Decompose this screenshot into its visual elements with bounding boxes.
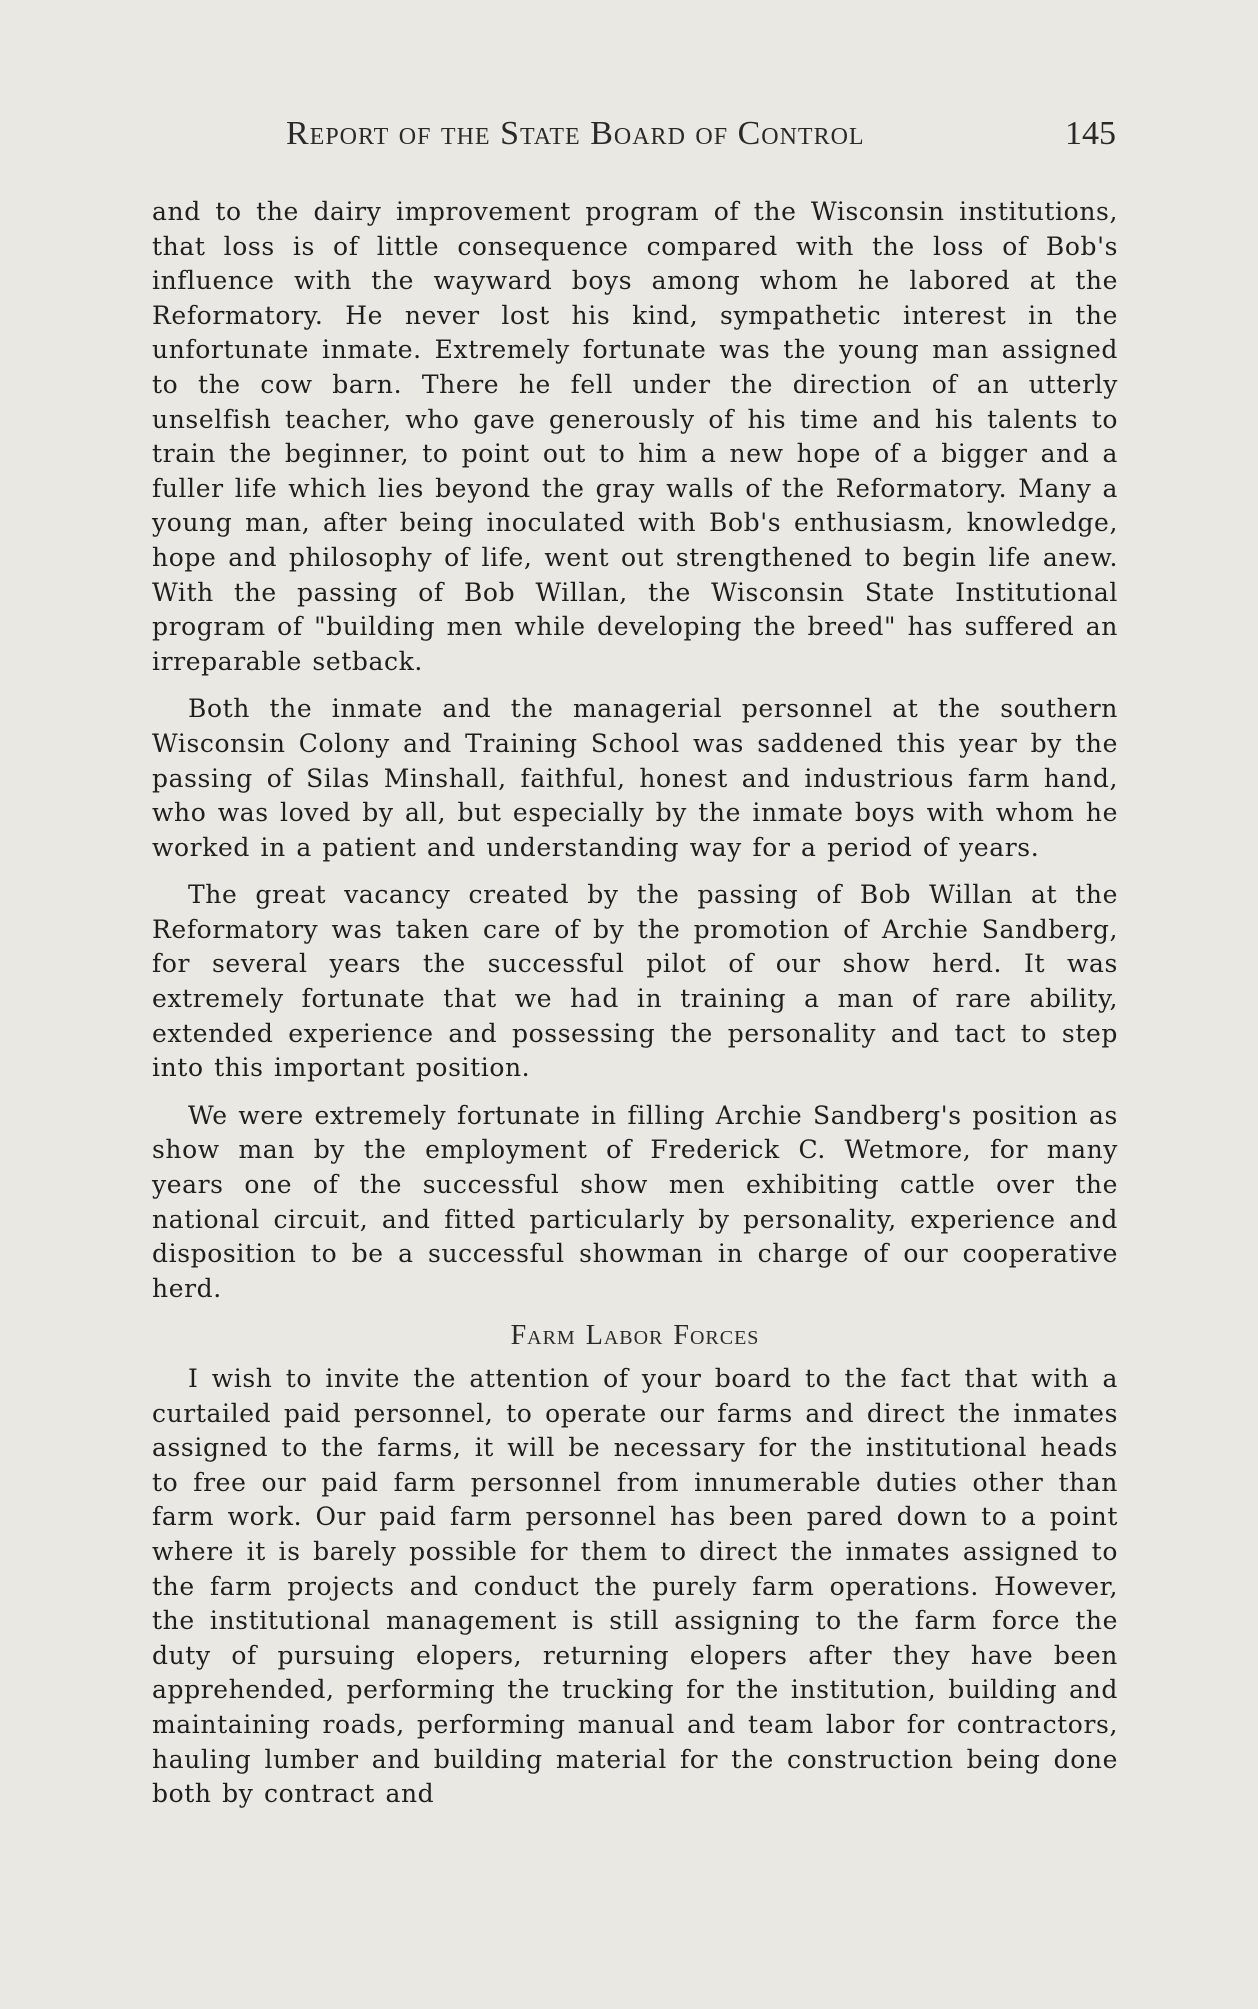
paragraph-2: Both the inmate and the managerial personnel at the southern Wisconsin Colony and Training School was saddened this year by the passing of Silas Minshall, faithful, honest and industrious farm hand, who was loved by all, but especially by the inmate boys with whom he worked in a patient and understanding way for a period of years. <box>152 694 1118 862</box>
running-title: Report of the State Board of Control <box>286 115 865 152</box>
paragraph-5: I wish to invite the attention of your board to the fact that with a curtailed paid personnel, to operate our farms and direct the inmates assigned to the farms, it will be necessary for the institutional heads to free our paid farm personnel from innumerable duties other than farm work. Our paid farm personnel has been pared down to a point where it is barely possible for them to direct the inmates assigned to the farm projects and conduct the purely farm operations. However, the institutional management is still assigning to the farm force the duty of pursuing elopers, returning elopers after they have been apprehended, performing the trucking for the institution, building and maintaining roads, performing manual and team labor for contractors, hauling lumber and building material for the construction being done both by contract and <box>152 1364 1118 1809</box>
page-number: 145 <box>1065 115 1116 152</box>
paragraph-3: The great vacancy created by the passing of Bob Willan at the Reformatory was taken care of by the promotion of Archie Sandberg, for several years the successful pilot of our show herd. It was extremely fortunate that we had in training a man of rare ability, extended experience and possessing the personality and tact to step into this important position. <box>152 880 1118 1083</box>
body-text <box>152 195 1118 1825</box>
running-head <box>286 115 1116 161</box>
paragraph-1: and to the dairy improvement program of the Wisconsin institutions, that loss is of little consequence compared with the loss of Bob's influence with the wayward boys among whom he labored at the Reformatory. He never lost his kind, sympathetic interest in the unfortunate inmate. Extremely fortunate was the young man assigned to the cow barn. There he fell under the direction of an utterly unselfish teacher, who gave generously of his time and his talents to train the beginner, to point out to him a new hope of a bigger and a fuller life which lies beyond the gray walls of the Reformatory. Many a young man, after being inoculated with Bob's enthusiasm, knowledge, hope and philosophy of life, went out strengthened to begin life anew. With the passing of Bob Willan, the Wisconsin State Institutional program of "building men while developing the breed" has suffered an irreparable setback. <box>152 197 1118 676</box>
paragraph-4: We were extremely fortunate in filling Archie Sandberg's position as show man by the employment of Frederick C. Wetmore, for many years one of the successful show men exhibiting cattle over the national circuit, and fitted particularly by personality, experience and disposition to be a successful showman in charge of our cooperative herd. <box>152 1100 1118 1303</box>
section-heading: Farm Labor Forces <box>510 1320 760 1352</box>
